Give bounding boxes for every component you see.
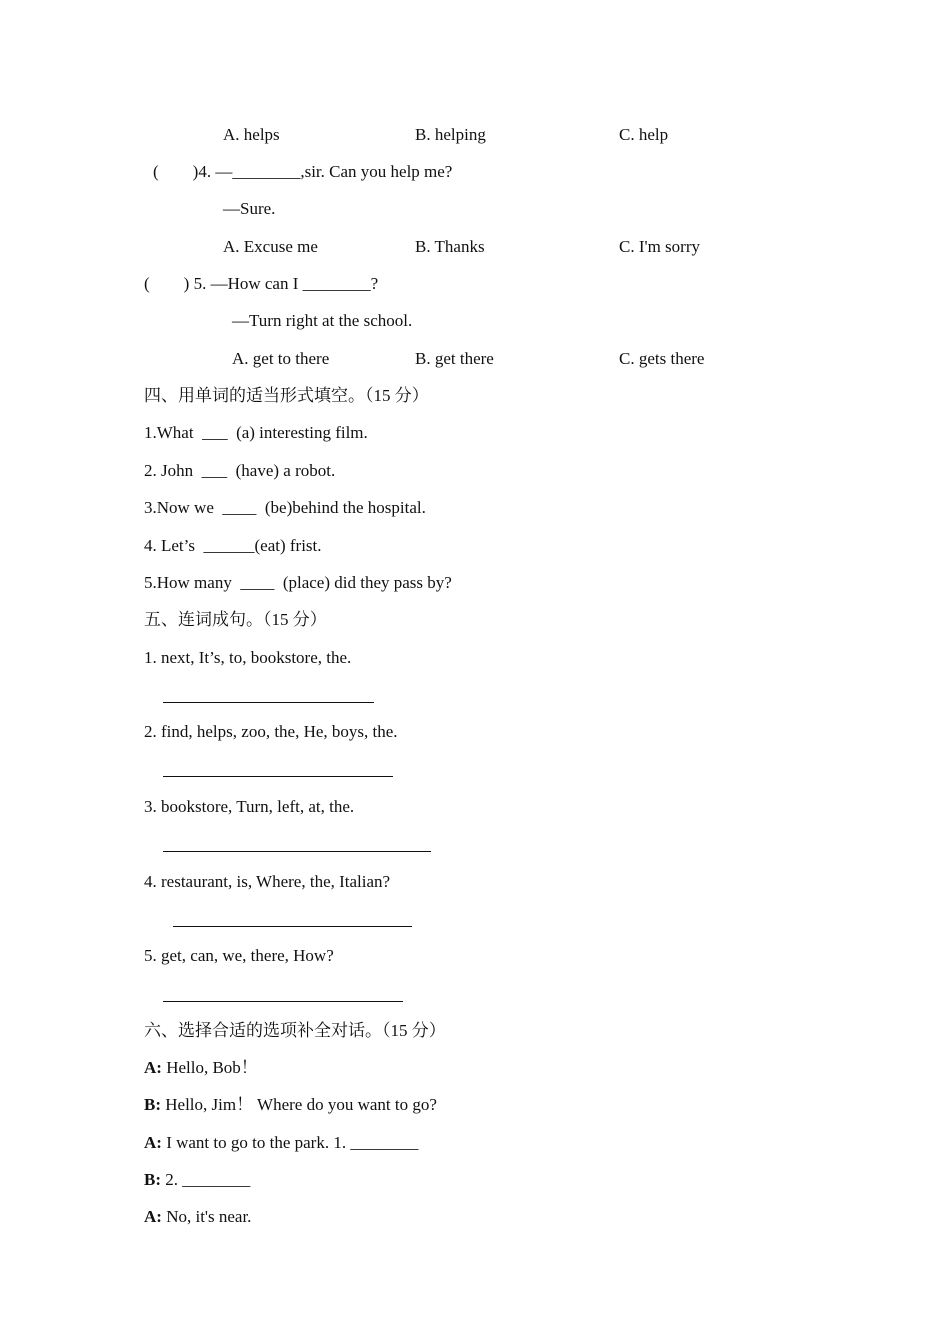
q4-reply: —Sure. (223, 199, 276, 218)
section4-item-5: 5.How many ____ (place) did they pass by? (144, 573, 452, 592)
answer-line-4[interactable] (173, 926, 412, 927)
section4-item-4: 4. Let’s ______(eat) frist. (144, 536, 322, 555)
dialog-speaker: A: (144, 1058, 162, 1077)
q5-option-b: B. get there (415, 349, 494, 368)
section5-item-3: 3. bookstore, Turn, left, at, the. (144, 797, 355, 816)
answer-line-2[interactable] (163, 776, 393, 777)
q3-option-b: B. helping (415, 125, 486, 144)
section4-item-1: 1.What ___ (a) interesting film. (144, 423, 368, 442)
dialog-text: 2. ________ (161, 1170, 251, 1189)
dialog-line-5 (144, 1206, 251, 1228)
answer-line-3[interactable] (163, 851, 431, 852)
dialog-speaker: B: (144, 1170, 161, 1189)
section4-item-2: 2. John ___ (have) a robot. (144, 461, 336, 480)
q4-option-a: A. Excuse me (223, 237, 318, 256)
dialog-line-3 (144, 1132, 418, 1154)
q3-option-c: C. help (619, 125, 669, 144)
q5-reply: —Turn right at the school. (232, 311, 413, 330)
q5-option-a: A. get to there (232, 349, 330, 368)
section5-item-4: 4. restaurant, is, Where, the, Italian? (144, 872, 391, 891)
dialog-line-4 (144, 1169, 250, 1191)
dialog-line-1 (144, 1057, 258, 1079)
q4-stem: ( )4. —________,sir. Can you help me? (153, 162, 453, 181)
q5-option-c: C. gets there (619, 349, 705, 368)
section5-heading: 五、连词成句。（15 分） (144, 610, 327, 629)
answer-line-5[interactable] (163, 1001, 403, 1002)
q4-option-b: B. Thanks (415, 237, 485, 256)
dialog-text: I want to go to the park. 1. ________ (161, 1133, 419, 1152)
section4-item-3: 3.Now we ____ (be)behind the hospital. (144, 498, 426, 517)
dialog-speaker: B: (144, 1095, 161, 1114)
dialog-text: Hello, Jim！ Where do you want to go? (161, 1095, 437, 1114)
dialog-speaker: A: (144, 1207, 162, 1226)
section6-heading: 六、选择合适的选项补全对话。（15 分） (144, 1021, 446, 1040)
q4-option-c: C. I'm sorry (619, 237, 700, 256)
q3-option-a: A. helps (223, 125, 280, 144)
section5-item-5: 5. get, can, we, there, How? (144, 946, 334, 965)
answer-line-1[interactable] (163, 702, 374, 703)
dialog-text: Hello, Bob！ (161, 1058, 258, 1077)
section5-item-2: 2. find, helps, zoo, the, He, boys, the. (144, 722, 398, 741)
dialog-text: No, it's near. (161, 1207, 252, 1226)
dialog-speaker: A: (144, 1133, 162, 1152)
q5-stem: ( ) 5. —How can I ________? (144, 274, 379, 293)
section5-item-1: 1. next, It’s, to, bookstore, the. (144, 648, 352, 667)
section4-heading: 四、用单词的适当形式填空。（15 分） (144, 386, 429, 405)
dialog-line-2 (144, 1094, 437, 1116)
